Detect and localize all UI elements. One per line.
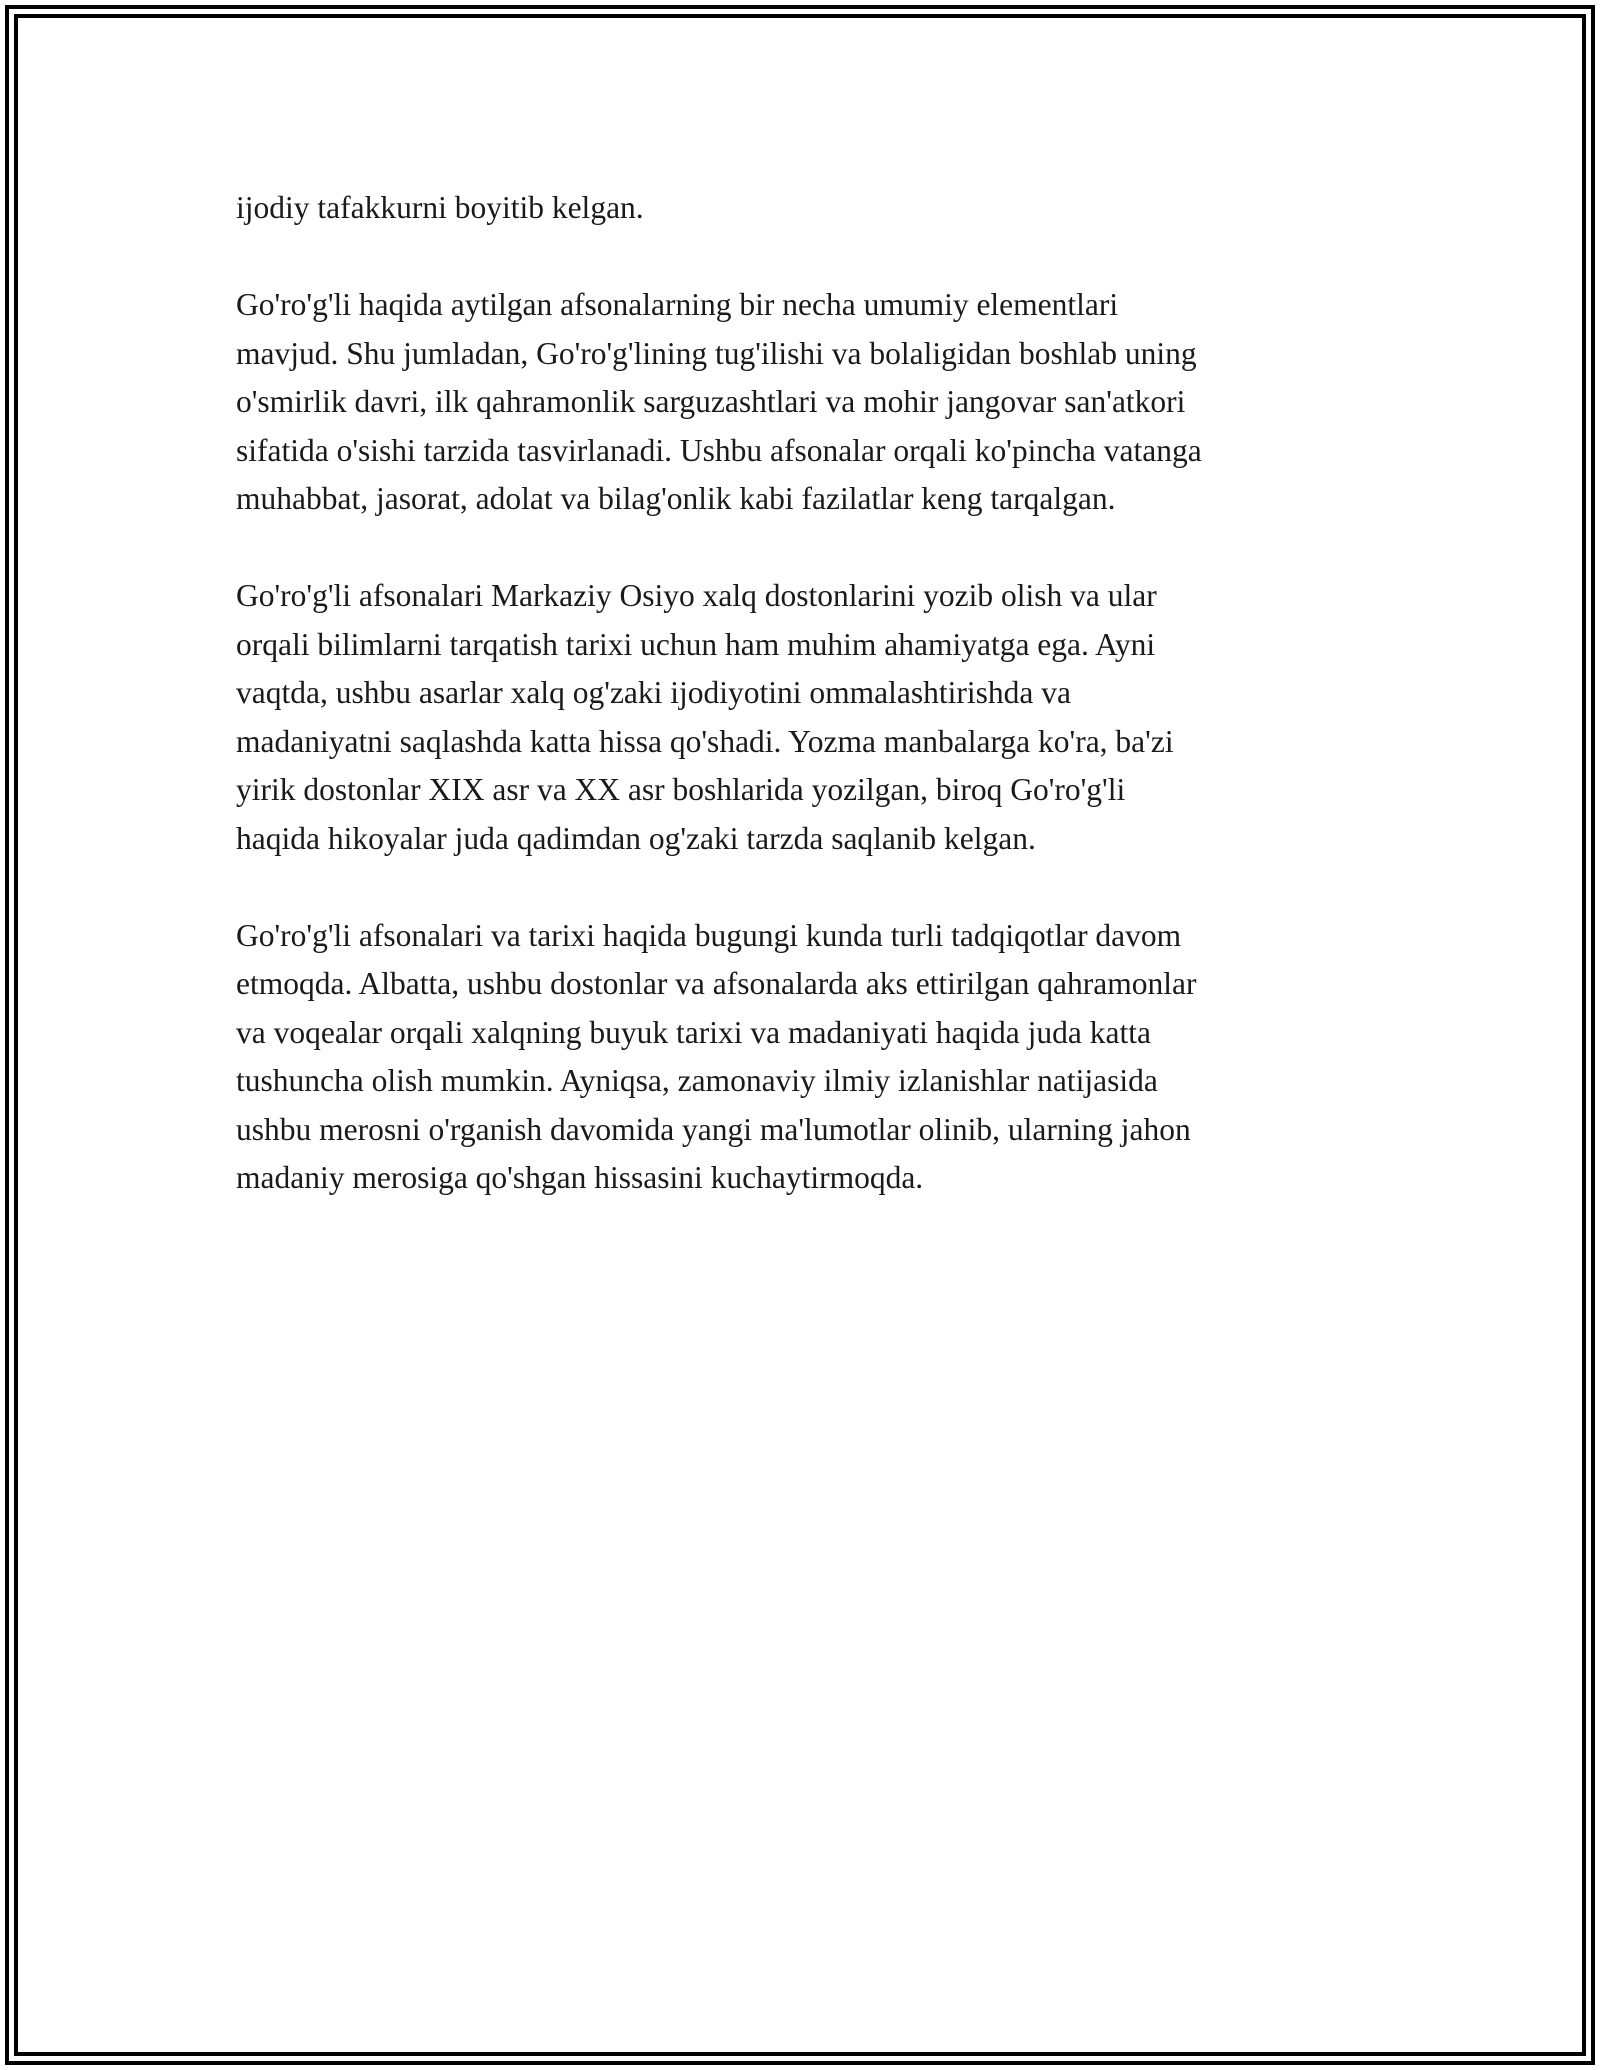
text-line: Go'ro'g'li haqida aytilgan afsonalarning bir necha umumiy elementlari — [236, 287, 1119, 322]
text-line: o'smirlik davri, ilk qahramonlik sarguzashtlari va mohir jangovar san'atkori — [236, 384, 1186, 419]
paragraph-3 — [236, 572, 1376, 863]
text-line: muhabbat, jasorat, adolat va bilag'onlik kabi fazilatlar keng tarqalgan. — [236, 481, 1116, 516]
paragraph-1 — [236, 184, 1376, 233]
text-line: mavjud. Shu jumladan, Go'ro'g'lining tug'ilishi va bolaligidan boshlab uning — [236, 335, 1197, 371]
text-line: Go'ro'g'li afsonalari Markaziy Osiyo xalq dostonlarini yozib olish va ular — [236, 578, 1157, 613]
text-line: madaniyatni saqlashda katta hissa qo'shadi. Yozma manbalarga ko'ra, ba'zi — [236, 723, 1174, 759]
text-line: ijodiy tafakkurni boyitib kelgan. — [236, 190, 644, 225]
text-line: orqali bilimlarni tarqatish tarixi uchun ham muhim ahamiyatga ega. Ayni — [236, 626, 1156, 662]
text-line: madaniy merosiga qo'shgan hissasini kuchaytirmoqda. — [236, 1160, 924, 1195]
text-line: Go'ro'g'li afsonalari va tarixi haqida bugungi kunda turli tadqiqotlar davom — [236, 917, 1182, 953]
text-line: sifatida o'sishi tarzida tasvirlanadi. Ushbu afsonalar orqali ko'pincha vatanga — [236, 432, 1202, 468]
text-line: va voqealar orqali xalqning buyuk tarixi va madaniyati haqida juda katta — [236, 1014, 1151, 1050]
text-line: vaqtda, ushbu asarlar xalq og'zaki ijodiyotini ommalashtirishda va — [236, 675, 1071, 710]
text-line: yirik dostonlar XIX asr va XX asr boshlarida yozilgan, biroq Go'ro'g'li — [236, 772, 1126, 807]
text-line: haqida hikoyalar juda qadimdan og'zaki tarzda saqlanib kelgan. — [236, 820, 1036, 856]
text-line: ushbu merosni o'rganish davomida yangi ma'lumotlar olinib, ularning jahon — [236, 1111, 1191, 1147]
document-body — [236, 184, 1376, 1251]
text-line: tushuncha olish mumkin. Ayniqsa, zamonaviy ilmiy izlanishlar natijasida — [236, 1063, 1158, 1098]
paragraph-4 — [236, 912, 1376, 1203]
paragraph-2 — [236, 281, 1376, 524]
text-line: etmoqda. Albatta, ushbu dostonlar va afsonalarda aks ettirilgan qahramonlar — [236, 966, 1197, 1001]
